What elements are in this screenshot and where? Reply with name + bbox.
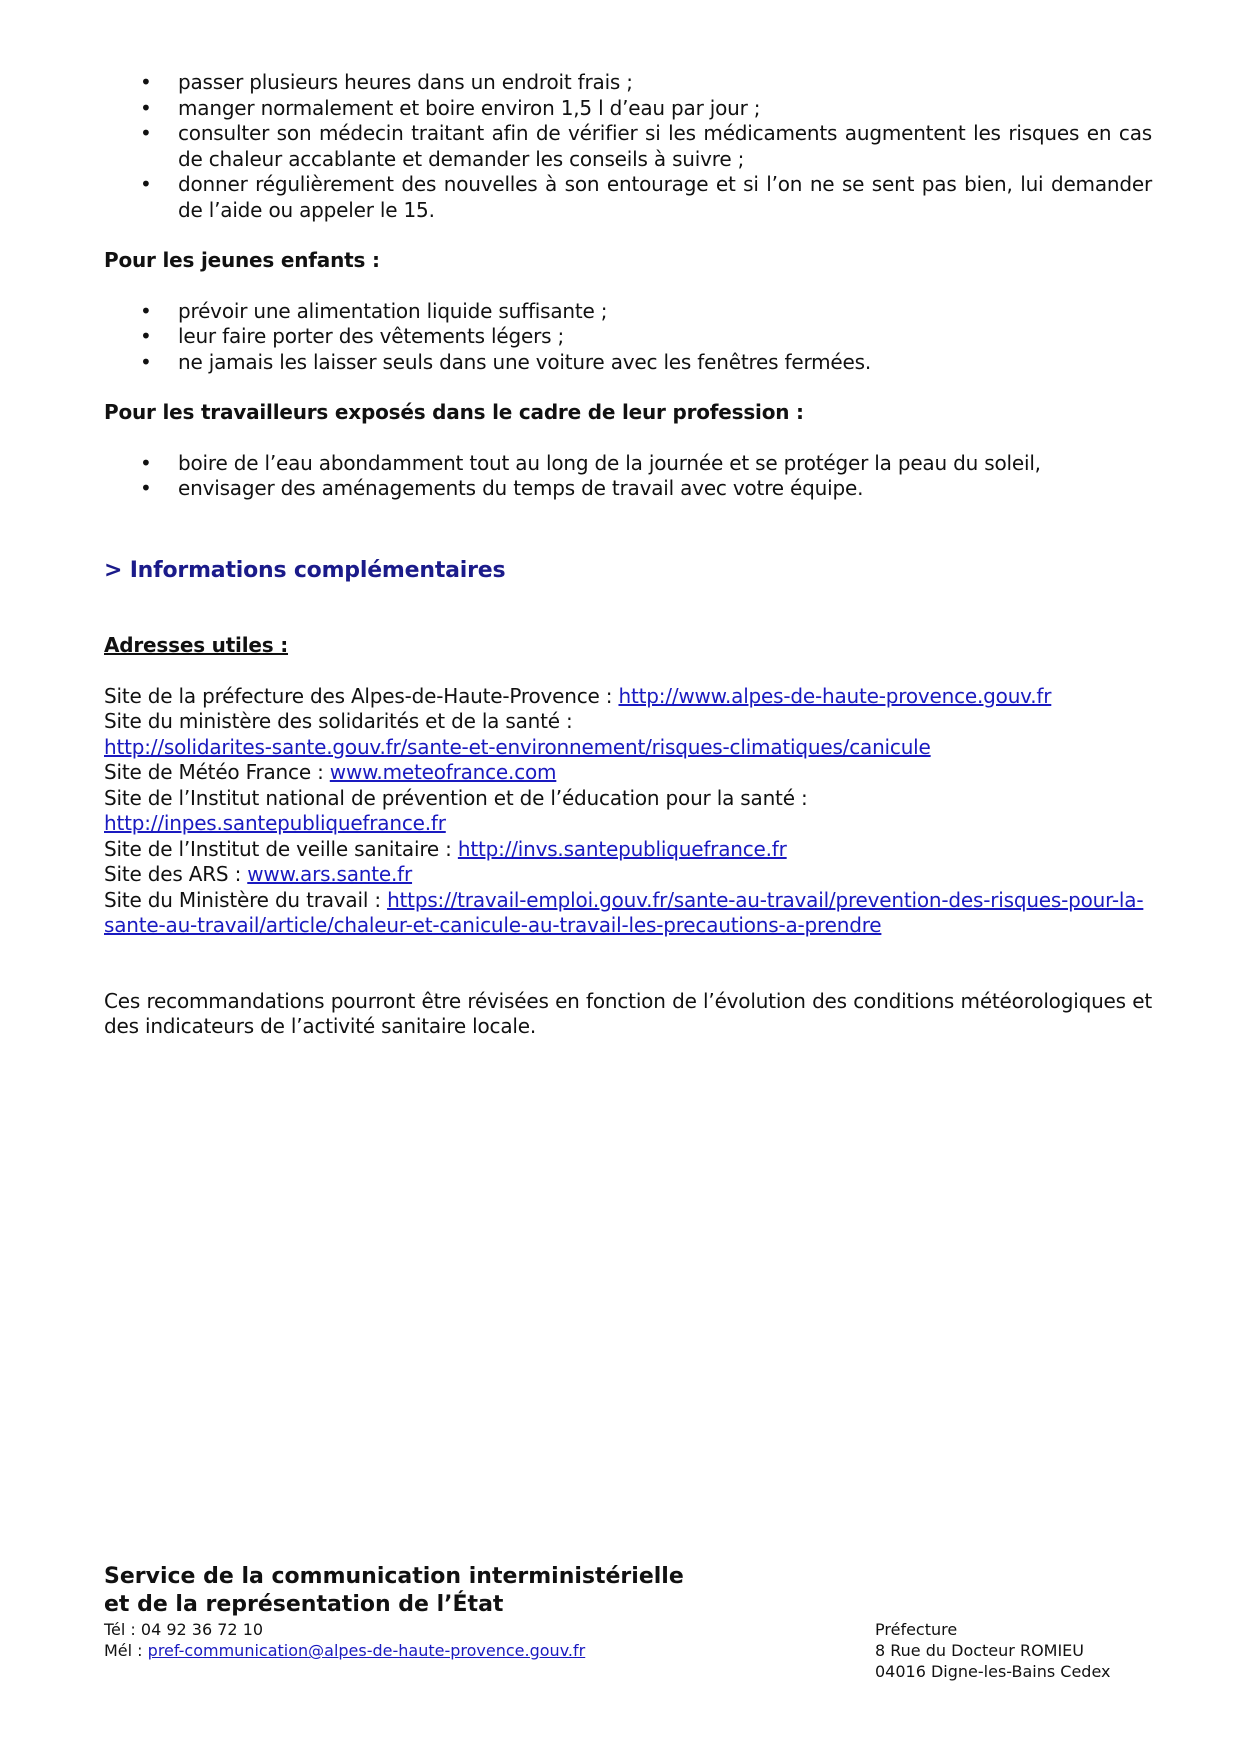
list-item-text: manger normalement et boire environ 1,5 l d’eau par jour ; (178, 95, 761, 120)
bullet-icon: • (140, 121, 152, 145)
link-prefecture[interactable]: http://www.alpes-de-haute-provence.gouv.fr (618, 683, 1052, 708)
bullet-icon: • (140, 172, 152, 196)
footer-service-title-line2: et de la représentation de l’État (104, 1592, 504, 1617)
adresse-ars: Site des ARS : www.ars.sante.fr (104, 862, 413, 886)
link-ministere-sante[interactable]: http://solidarites-sante.gouv.fr/sante-et-environnement/risques-climatiques/canicule (104, 734, 931, 759)
adresse-invs: Site de l’Institut de veille sanitaire : http://invs.santepubliquefrance.fr (104, 836, 787, 861)
adresses-utiles-title: Adresses utiles : (104, 633, 289, 657)
bullet-icon: • (140, 70, 152, 94)
list-item-text: prévoir une alimentation liquide suffisante ; (178, 298, 608, 323)
bullet-icon: • (140, 349, 152, 374)
advice-list-enfants (104, 299, 1152, 376)
bullet-icon: • (140, 476, 152, 500)
heading-travailleurs: Pour les travailleurs exposés dans le cadre de leur profession : (104, 400, 804, 424)
document-body (104, 70, 1152, 1040)
section-title-informations: > Informations complémentaires (104, 557, 506, 583)
heading-jeunes-enfants: Pour les jeunes enfants : (104, 248, 380, 272)
footer-service-title-line1: Service de la communication interministérielle (104, 1564, 684, 1589)
list-item-text: donner régulièrement des nouvelles à son entourage et si l’on ne se sent pas bien, lui demander de l’aide ou appeler le 15. (178, 172, 1152, 222)
link-ars[interactable]: www.ars.sante.fr (247, 862, 413, 886)
footer (104, 1563, 1152, 1681)
bullet-icon: • (140, 450, 152, 475)
list-item (104, 350, 1152, 376)
bullet-icon: • (140, 298, 152, 323)
footer-address-line1: Préfecture (875, 1620, 958, 1639)
adresse-inpes-label: Site de l’Institut national de prévention et de l’éducation pour la santé : (104, 785, 808, 810)
list-item-text: boire de l’eau abondamment tout au long de la journée et se protéger la peau du soleil, (178, 450, 1041, 475)
list-item (104, 121, 1152, 172)
adresse-prefecture: Site de la préfecture des Alpes-de-Haute-Provence : http://www.alpes-de-haute-provence.gouv.fr (104, 683, 1052, 708)
adresse-ministere-label: Site du ministère des solidarités et de la santé : (104, 709, 573, 733)
adresses-block (104, 684, 1152, 939)
link-travail-part1[interactable]: https://travail-emploi.gouv.fr/sante-au-travail/prevention-des-risques-pour-la- (387, 887, 1144, 912)
footer-tel: Tél : 04 92 36 72 10 (104, 1620, 264, 1639)
list-item (104, 70, 1152, 96)
bullet-icon: • (140, 324, 152, 348)
list-item (104, 451, 1152, 477)
list-item-text: consulter son médecin traitant afin de vérifier si les médicaments augmentent les risques en cas de chaleur accablante et demander les conseils à suivre ; (178, 121, 1152, 171)
list-item (104, 172, 1152, 223)
advice-list-general (104, 70, 1152, 223)
link-travail-part2[interactable]: sante-au-travail/article/chaleur-et-canicule-au-travail-les-precautions-a-prendre (104, 913, 882, 937)
link-invs[interactable]: http://invs.santepubliquefrance.fr (457, 836, 787, 861)
link-inpes[interactable]: http://inpes.santepubliquefrance.fr (104, 811, 446, 835)
closing-paragraph: Ces recommandations pourront être révisées en fonction de l’évolution des conditions météorologiques et des indicateurs de l’activité sanitaire locale. (104, 988, 1152, 1038)
footer-address-line3: 04016 Digne-les-Bains Cedex (875, 1662, 1111, 1681)
list-item (104, 476, 1152, 502)
bullet-icon: • (140, 95, 152, 120)
footer-address-line2: 8 Rue du Docteur ROMIEU (875, 1641, 1084, 1660)
footer-address (875, 1619, 1110, 1682)
adresse-travail: Site du Ministère du travail : https://travail-emploi.gouv.fr/sante-au-travail/prevention-des-risques-pour-la- (104, 887, 1144, 912)
footer-email-link[interactable]: pref-communication@alpes-de-haute-provence.gouv.fr (147, 1641, 586, 1660)
list-item-text: ne jamais les laisser seuls dans une voiture avec les fenêtres fermées. (178, 349, 872, 374)
list-item-text: passer plusieurs heures dans un endroit frais ; (178, 70, 633, 94)
link-meteofrance[interactable]: www.meteofrance.com (329, 760, 557, 784)
advice-list-travailleurs (104, 451, 1152, 502)
list-item (104, 299, 1152, 325)
adresse-meteo: Site de Météo France : www.meteofrance.com (104, 760, 557, 784)
list-item (104, 324, 1152, 350)
list-item-text: leur faire porter des vêtements légers ; (178, 324, 565, 348)
footer-mel: Mél : pref-communication@alpes-de-haute-provence.gouv.fr (104, 1641, 586, 1660)
list-item (104, 96, 1152, 122)
list-item-text: envisager des aménagements du temps de travail avec votre équipe. (178, 476, 864, 500)
